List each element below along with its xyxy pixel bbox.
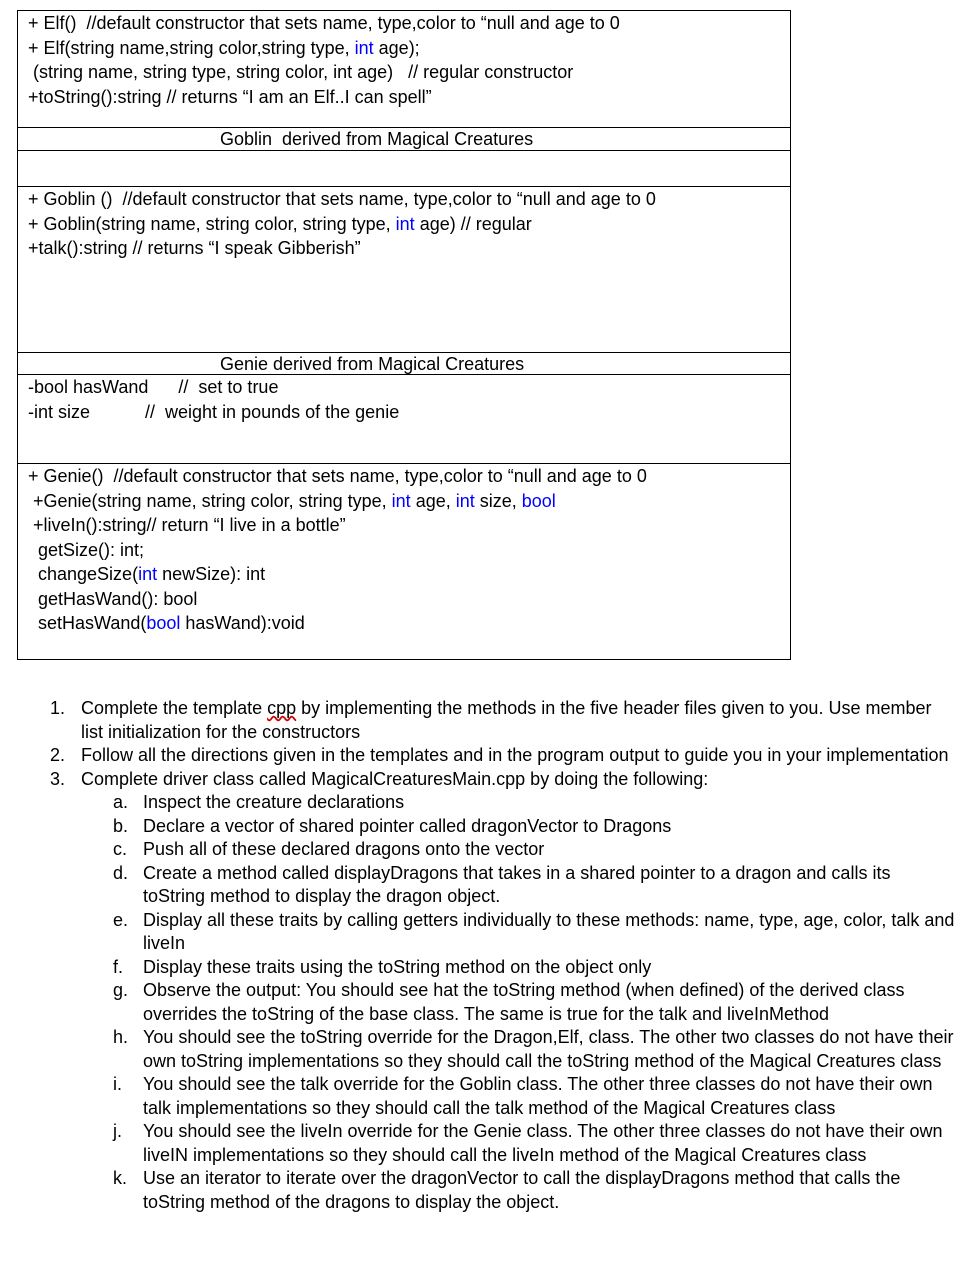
instructions-list (0, 697, 960, 1214)
sub-item-text: You should see the talk override for the Goblin class. The other three classes do not have their own talk implementations so they should call the talk method of the Magical Creatures class (143, 1074, 933, 1118)
text-segment: getHasWand(): bool (28, 588, 198, 609)
keyword-text: int (354, 37, 374, 58)
member-line (28, 538, 790, 563)
keyword-text: bool (146, 613, 181, 633)
text-segment: + Goblin () //default constructor that sets name, type,color to “null and age to 0 (28, 189, 656, 209)
instruction-item (0, 697, 960, 744)
text-segment: by implementing the methods in the five header files given to you. Use member list initialization for the constructors (81, 698, 932, 742)
member-line (28, 11, 790, 36)
text-segment: hasWand):void (180, 613, 305, 633)
sub-item-letter: c. (113, 839, 128, 859)
member-line (28, 212, 790, 237)
text-segment: (string name, string type, string color, int age) // regular constructor (28, 62, 574, 82)
text-segment: + Genie() //default constructor that sets name, type,color to “null and age to 0 (28, 466, 647, 486)
genie-attributes-section (18, 375, 790, 464)
text-segment: + Goblin(string name, string color, string type, (28, 213, 396, 234)
text-segment: -bool hasWand // set to true (28, 377, 279, 397)
sub-item-text: Display these traits using the toString method on the object only (143, 956, 652, 977)
member-line (28, 513, 790, 538)
sub-item-text: Create a method called displayDragons that takes in a shared pointer to a dragon and calls its toString method to display the dragon object. (143, 862, 891, 906)
sub-item-text: You should see the liveIn override for the Genie class. The other three classes do not have their own liveIN implementations so they should call the liveIn method of the Magical Creatures class (143, 1121, 943, 1165)
goblin-methods-section (18, 187, 790, 353)
sub-item-letter: i. (113, 1074, 122, 1094)
text-segment: Follow all the directions given in the templates and in the program output to guide you in your implementation (81, 745, 949, 765)
sub-item-letter: j. (113, 1121, 122, 1141)
sub-instruction-item (0, 956, 960, 980)
sub-item-letter: a. (113, 792, 129, 812)
sub-item-letter: d. (113, 862, 129, 883)
misspelled-text: cpp (267, 698, 297, 718)
text-segment: +Genie(string name, string color, string type, (28, 490, 392, 511)
sub-instruction-item (0, 838, 960, 862)
member-line (28, 400, 790, 425)
genie-class-header: Genie derived from Magical Creatures (18, 353, 790, 375)
sub-item-text: Observe the output: You should see hat the toString method (when defined) of the derived class overrides the toString of the base class. The same is true for the talk and liveInMethod (143, 980, 905, 1024)
sub-item-letter: h. (113, 1027, 129, 1047)
goblin-attributes-section (18, 151, 790, 187)
text-segment: -int size // weight in pounds of the genie (28, 401, 400, 422)
member-line (28, 611, 790, 636)
member-line (28, 587, 790, 612)
keyword-text: int (395, 213, 415, 234)
instruction-item (0, 744, 960, 768)
member-line (28, 489, 790, 514)
sub-item-text: Use an iterator to iterate over the dragonVector to call the displayDragons method that calls the toString method of the dragons to display the object. (143, 1168, 901, 1212)
sub-item-text: Display all these traits by calling getters individually to these methods: name, type, age, color, talk and liveIn (143, 909, 955, 953)
elf-methods-section (18, 11, 790, 128)
member-line (28, 36, 790, 61)
item-number: 1. (50, 698, 66, 718)
text-segment: setHasWand( (28, 613, 147, 633)
text-segment: changeSize( (28, 564, 139, 584)
text-segment: age); (373, 37, 420, 58)
sub-item-text: Inspect the creature declarations (143, 792, 405, 812)
sub-instruction-item (0, 862, 960, 909)
text-segment: Complete driver class called MagicalCreaturesMain.cpp by doing the following: (81, 768, 709, 789)
keyword-text: int (455, 490, 475, 511)
sub-item-text: Push all of these declared dragons onto the vector (143, 839, 545, 859)
instruction-item (0, 768, 960, 792)
sub-instruction-item (0, 791, 960, 815)
sub-item-letter: k. (113, 1168, 128, 1188)
genie-methods-section (18, 464, 790, 660)
sub-instruction-item (0, 1120, 960, 1167)
keyword-text: int (391, 490, 411, 511)
text-segment: +toString():string // returns “I am an Elf..I can spell” (28, 86, 432, 107)
member-line (28, 187, 790, 212)
sub-instruction-item (0, 909, 960, 956)
text-segment: age, (410, 490, 456, 511)
goblin-class-header: Goblin derived from Magical Creatures (18, 128, 790, 151)
member-line (28, 562, 790, 587)
member-line (28, 236, 790, 261)
text-segment: + Elf() //default constructor that sets name, type,color to “null and age to 0 (28, 13, 620, 33)
text-segment: Complete the template (81, 698, 268, 718)
text-segment: newSize): int (157, 564, 266, 584)
text-segment: getSize(): int; (28, 539, 145, 560)
keyword-text: bool (521, 490, 556, 511)
uml-class-table (17, 10, 791, 660)
sub-instruction-item (0, 1073, 960, 1120)
sub-item-letter: g. (113, 980, 129, 1000)
sub-instruction-item (0, 1167, 960, 1214)
text-segment: age) // regular (414, 213, 532, 234)
sub-instruction-item (0, 815, 960, 839)
item-number: 3. (50, 768, 66, 789)
member-line (28, 464, 790, 489)
text-segment: + Elf(string name,string color,string type, (28, 37, 355, 58)
member-line (28, 375, 790, 400)
item-number: 2. (50, 745, 66, 765)
sub-item-text: You should see the toString override for the Dragon,Elf, class. The other two classes do not have their own toString implementations so they should call the toString method of the Magical Creatures class (143, 1027, 954, 1071)
member-line (28, 85, 790, 110)
sub-instruction-item (0, 1026, 960, 1073)
text-segment: +liveIn():string// return “I live in a bottle” (28, 515, 346, 535)
keyword-text: int (138, 564, 158, 584)
sub-item-letter: b. (113, 815, 129, 836)
member-line (28, 60, 790, 85)
sub-item-letter: e. (113, 909, 129, 930)
sub-item-letter: f. (113, 956, 124, 977)
sub-instruction-item (0, 979, 960, 1026)
text-segment: size, (474, 490, 522, 511)
sub-item-text: Declare a vector of shared pointer called dragonVector to Dragons (143, 815, 672, 836)
text-segment: +talk():string // returns “I speak Gibberish” (28, 238, 361, 258)
